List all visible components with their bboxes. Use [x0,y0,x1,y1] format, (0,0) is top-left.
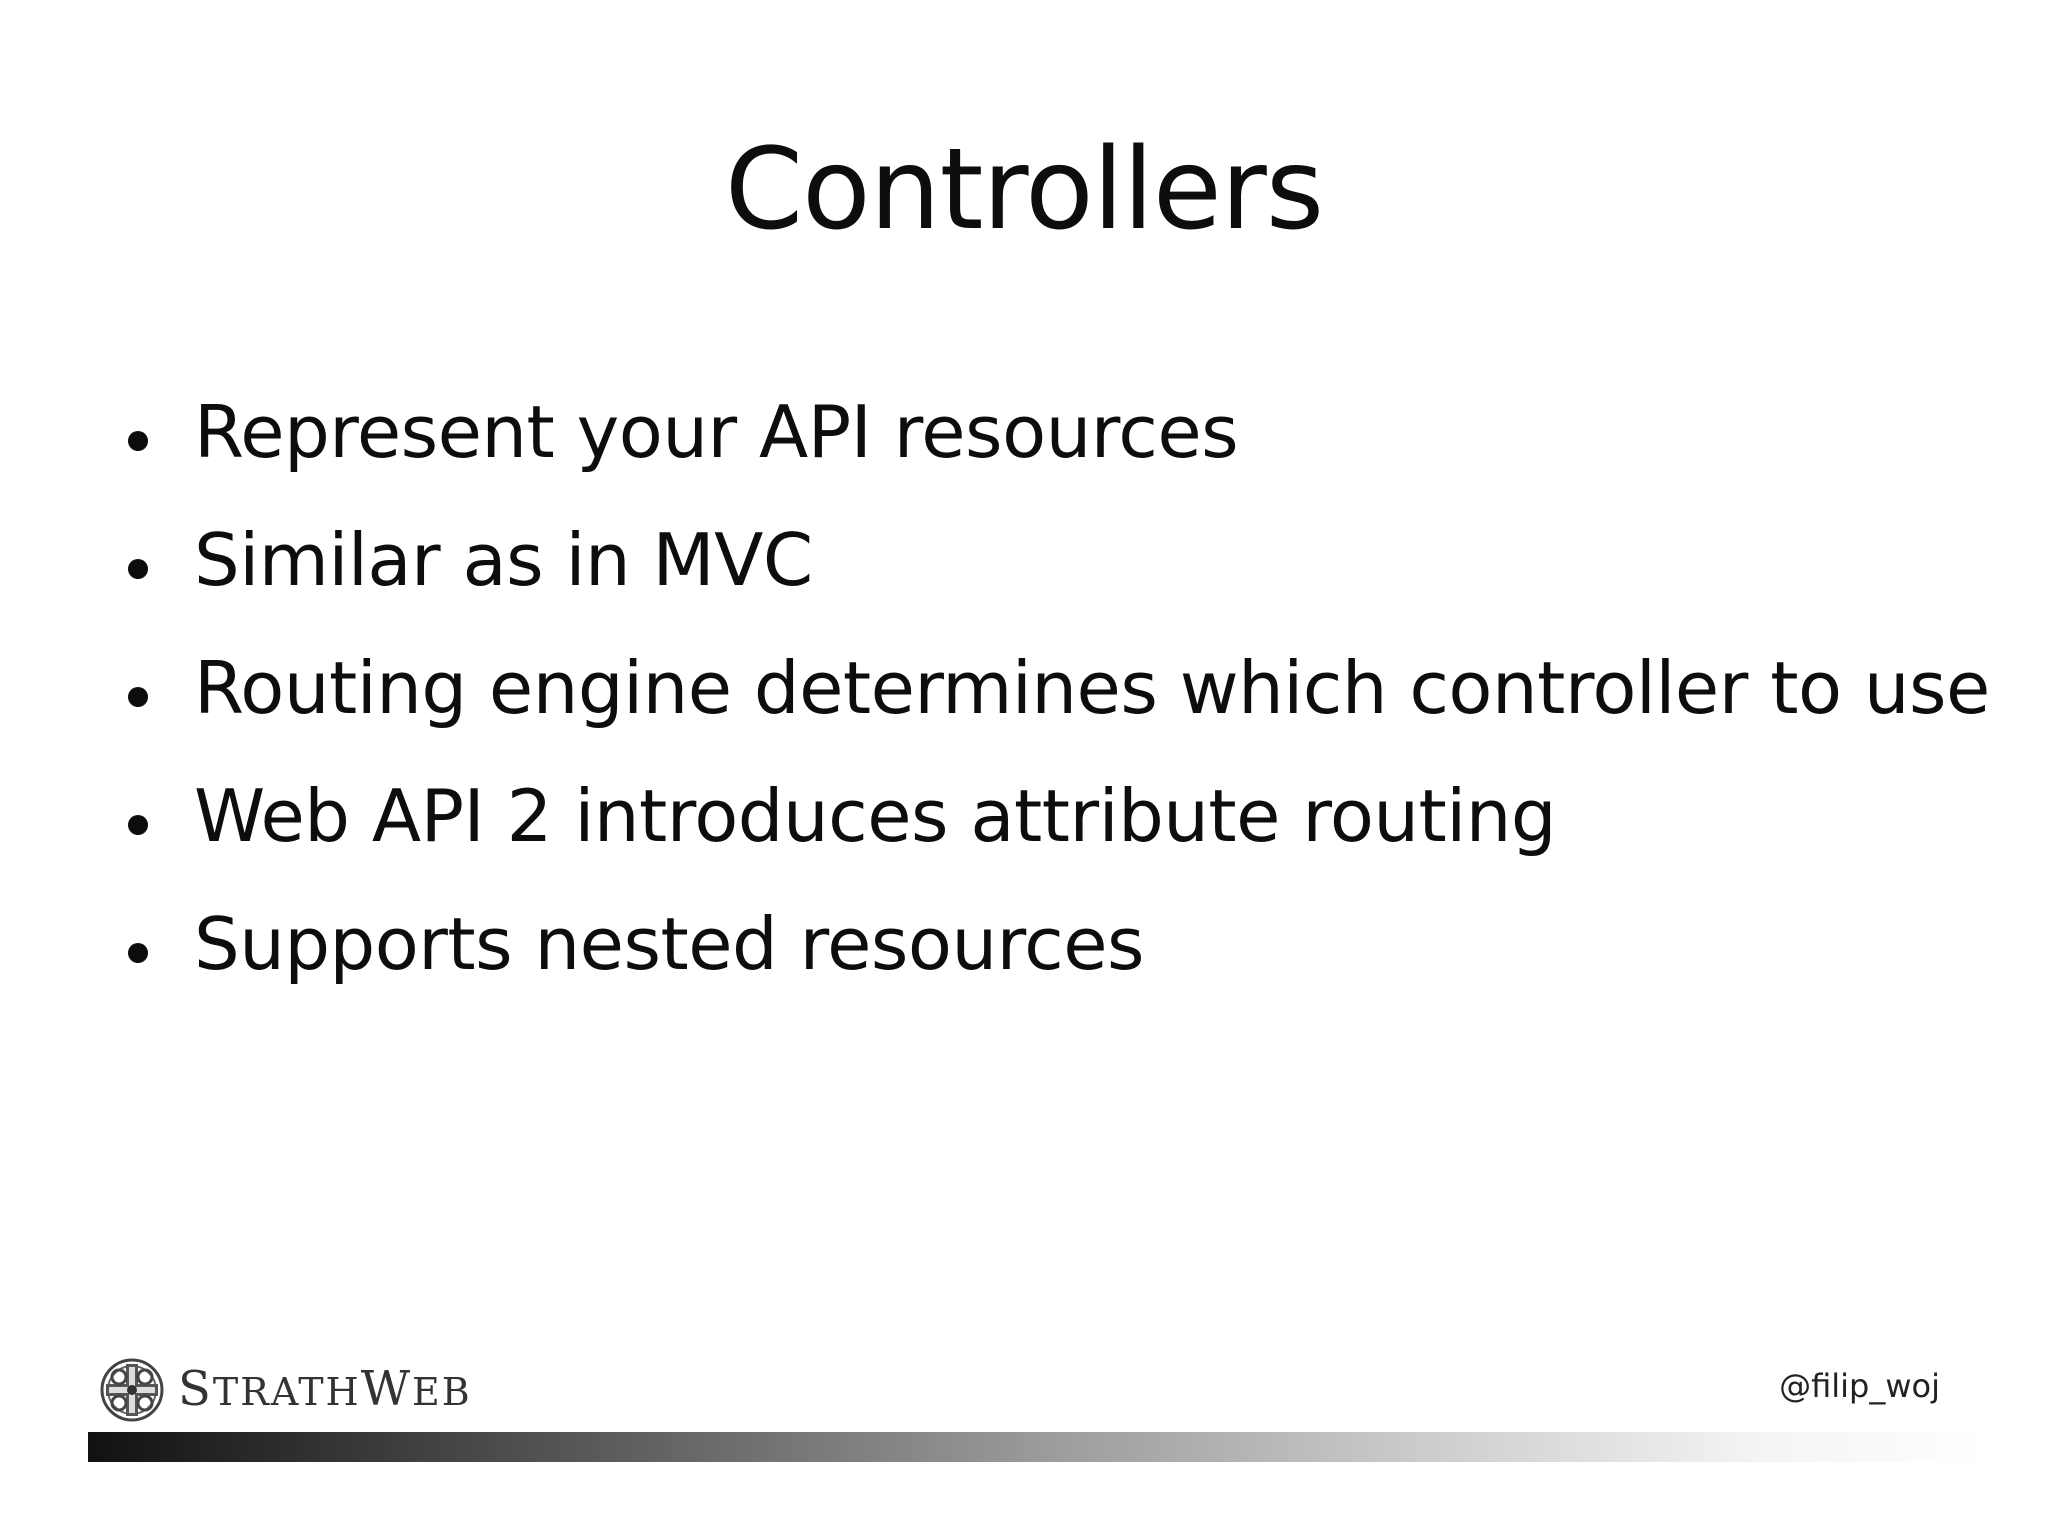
bullet-dot-icon [128,559,148,579]
bullet-text: Web API 2 introduces attribute routing [194,774,1557,858]
bullet-item [110,624,1990,752]
bullet-text: Routing engine determines which controller to use [194,646,1990,730]
bullet-item [110,368,1990,496]
strathweb-logo [100,1352,472,1428]
bullet-text: Represent your API resources [194,390,1239,474]
logo-letter: W [360,1360,413,1417]
logo-letter: S [178,1360,213,1417]
bullet-list [110,368,1990,1008]
twitter-handle: @filip_woj [1779,1367,1940,1405]
logo-wordmark [178,1357,472,1424]
bullet-dot-icon [128,943,148,963]
bullet-item [110,496,1990,624]
bullet-item [110,752,1990,880]
footer-gradient-bar [88,1432,1988,1462]
bullet-dot-icon [128,687,148,707]
bullet-item [110,880,1990,1008]
bullet-text: Supports nested resources [194,902,1145,986]
bullet-dot-icon [128,815,148,835]
logo-letters: TRATH [212,1369,361,1414]
slide-title: Controllers [724,125,1324,255]
celtic-knot-icon [100,1358,164,1422]
bullet-dot-icon [128,431,148,451]
bullet-text: Similar as in MVC [194,518,813,602]
logo-letters: EB [412,1369,472,1414]
